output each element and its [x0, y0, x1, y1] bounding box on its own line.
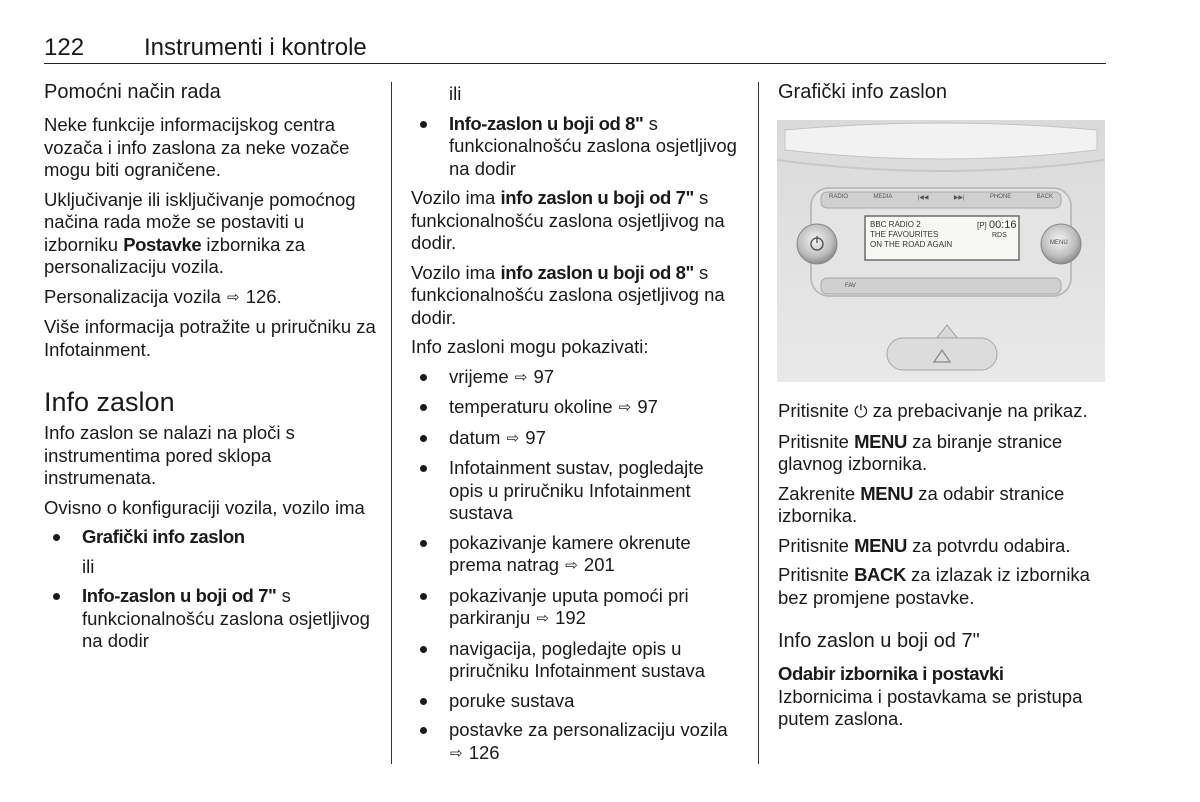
dash-button: BACK: [1036, 194, 1053, 200]
display-content-list: [411, 366, 741, 766]
page-reference: 126.: [240, 285, 282, 307]
menu-knob-label: MENU: [1050, 240, 1068, 246]
subheading: Odabir izbornika i postavki: [778, 663, 1004, 684]
dash-button: |◀◀: [917, 195, 929, 201]
list-item: Info-zaslon u boji od 8" s funkcionalnošću zaslona osjetljivog na dodir: [411, 113, 741, 181]
section-heading-info-display: Info zaslon: [44, 387, 175, 417]
section-heading-color-display: Info zaslon u boji od 7": [778, 630, 980, 652]
display-type-list: [411, 113, 741, 181]
paragraph: Pritisnite ⏻ za prebacivanje na prikaz.: [778, 400, 1088, 421]
paragraph: Neke funkcije informacijskog centra vozača i info zaslona za neke vozače mogu biti ograničene.: [44, 114, 350, 180]
paragraph: Više informacija potražite u priručniku za Infotainment.: [44, 316, 376, 360]
screen-clock: 00:16: [989, 219, 1017, 231]
dash-button: PHONE: [989, 194, 1012, 200]
column-3-body: [778, 400, 1108, 738]
list-item: Info-zaslon u boji od 7" s funkcionalnošću zaslona osjetljivog na dodir: [44, 585, 382, 653]
column-divider-1: [391, 82, 392, 764]
dash-button: ▶▶|: [953, 195, 965, 201]
or-text: ili: [449, 83, 462, 104]
paragraph: Ovisno o konfiguraciji vozila, vozilo ima: [44, 496, 365, 518]
page-reference-arrow-icon: ⇨: [450, 744, 463, 762]
column-1: [44, 80, 382, 660]
page-reference-arrow-icon: ⇨: [227, 288, 240, 306]
paragraph: Pritisnite BACK za izlazak iz izbornika bez promjene postavke.: [778, 564, 1090, 608]
paragraph: Izbornicima i postavkama se pristupa putem zaslona.: [778, 685, 1083, 729]
column-3: [778, 80, 1108, 114]
paragraph: Zakrenite MENU za odabir stranice izbornika.: [778, 482, 1065, 526]
fav-label: FAV: [845, 283, 856, 289]
column-2: [411, 83, 741, 772]
screen-text: BBC RADIO 2 THE FAVOURITES ON THE ROAD AGAIN: [870, 220, 953, 249]
paragraph: Pritisnite MENU za biranje stranice glavnog izbornika.: [778, 430, 1063, 474]
paragraph: Uključivanje ili isključivanje pomoćnog načina rada može se postaviti u izborniku Postavke izbornika za personalizaciju vozila.: [44, 188, 356, 277]
page-reference-arrow-icon: ⇨: [565, 557, 578, 574]
page-reference-arrow-icon: ⇨: [514, 368, 528, 386]
section-heading-assist-mode: Pomoćni način rada: [44, 81, 221, 103]
page-header: [44, 34, 1106, 64]
paragraph: Vozilo ima info zaslon u boji od 7" s funkcionalnošću zaslona osjetljivog na dodir.: [411, 187, 725, 253]
page-number: 122: [44, 34, 85, 61]
paragraph: Personalizacija vozila ⇨ 126.: [44, 286, 382, 310]
page-reference-arrow-icon: ⇨: [618, 399, 632, 416]
paragraph: Info zaslon se nalazi na ploči s instrumentima pored sklopa instrumenata.: [44, 422, 295, 488]
chapter-title: Instrumenti i kontrole: [144, 34, 367, 61]
screen-rds-indicator: RDS: [992, 232, 1007, 239]
list-item: pokazivanje kamere okrenute prema natrag ⇨ 201: [411, 532, 741, 578]
display-type-list: [44, 526, 382, 549]
column-divider-2: [758, 82, 759, 764]
page-reference-arrow-icon: ⇨: [506, 429, 520, 447]
list-item: temperaturu okoline ⇨ 97: [411, 396, 741, 420]
paragraph: Info zasloni mogu pokazivati:: [411, 336, 649, 357]
or-text: ili: [82, 555, 95, 577]
list-item: vrijeme ⇨ 97: [411, 366, 741, 390]
power-icon: ⏻: [854, 402, 868, 421]
list-item: Grafički info zaslon: [44, 526, 382, 549]
list-item: poruke sustava: [411, 690, 741, 713]
menu-name: Postavke: [123, 233, 202, 255]
dash-button: RADIO: [829, 194, 849, 200]
page-reference-arrow-icon: ⇨: [536, 610, 549, 627]
display-type-list: [44, 585, 382, 653]
dashboard-figure: RADIO MEDIA |◀◀ ▶▶| PHONE BACK BBC RADIO 2 THE FAVOURITES ON THE ROAD AGAIN [P] 00:16 RDS MENU FAV: [777, 120, 1105, 382]
list-item: Infotainment sustav, pogledajte opis u priručniku Infotainment sustava: [411, 457, 741, 525]
top-buttons-row: [829, 194, 1053, 201]
power-knob: [797, 224, 837, 264]
dash-button: MEDIA: [873, 194, 893, 200]
paragraph: Pritisnite MENU za potvrdu odabira.: [778, 534, 1071, 556]
list-item: pokazivanje uputa pomoći pri parkiranju ⇨ 192: [411, 585, 741, 631]
list-item: postavke za personalizaciju vozila ⇨ 126: [411, 719, 741, 765]
list-item: datum ⇨ 97: [411, 427, 741, 451]
paragraph: Vozilo ima info zaslon u boji od 8" s funkcionalnošću zaslona osjetljivog na dodir.: [411, 261, 725, 328]
list-item: navigacija, pogledajte opis u priručniku Infotainment sustava: [411, 638, 741, 683]
section-heading-graphic-display: Grafički info zaslon: [778, 81, 947, 103]
